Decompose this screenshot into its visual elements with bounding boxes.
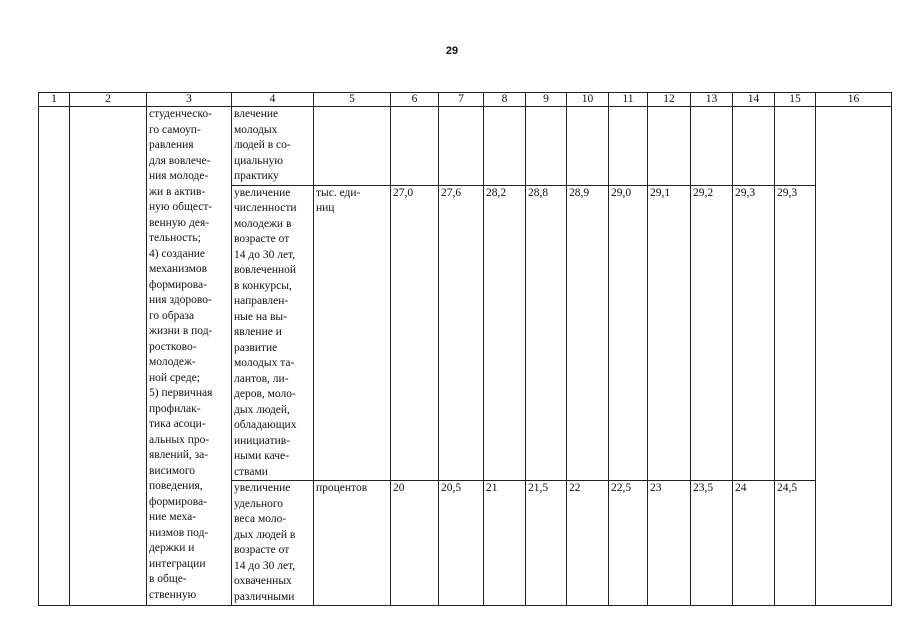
value-cell: 29,0 <box>609 185 648 481</box>
header-col-11: 11 <box>609 93 648 107</box>
value-cell: 24 <box>733 481 775 606</box>
header-col-13: 13 <box>691 93 733 107</box>
page-number: 29 <box>445 45 459 57</box>
value-cell: 28,9 <box>567 185 609 481</box>
header-col-15: 15 <box>775 93 816 107</box>
value-cell: 27,6 <box>439 185 484 481</box>
value-cell: 23 <box>648 481 691 606</box>
indicator-cell: увеличение численности молодежи в возрасте от 14 до 30 лет, вовлеченной в конкурсы, направлен- ные на вы- явление и развитие молодых та- лантов, ли- деров, моло- дых людей, обладающих инициатив- ными каче- ствами <box>232 185 314 481</box>
value-cell <box>439 107 484 186</box>
value-cell: 20,5 <box>439 481 484 606</box>
indicator-cell: влечение молодых людей в со- циальную практику <box>232 107 314 186</box>
header-col-5: 5 <box>314 93 391 107</box>
header-col-1: 1 <box>39 93 70 107</box>
header-col-16: 16 <box>816 93 892 107</box>
header-col-9: 9 <box>526 93 567 107</box>
value-cell <box>609 107 648 186</box>
cell-col-16 <box>816 107 892 606</box>
value-cell <box>484 107 526 186</box>
value-cell: 22,5 <box>609 481 648 606</box>
value-cell: 29,2 <box>691 185 733 481</box>
value-cell: 29,3 <box>733 185 775 481</box>
value-cell: 20 <box>391 481 439 606</box>
value-cell <box>775 107 816 186</box>
cell-col-1 <box>39 107 70 606</box>
indicator-cell: увеличение удельного веса моло- дых людей в возрасте от 14 до 30 лет, охваченных различными <box>232 481 314 606</box>
header-col-6: 6 <box>391 93 439 107</box>
value-cell <box>391 107 439 186</box>
value-cell <box>526 107 567 186</box>
value-cell <box>567 107 609 186</box>
unit-cell <box>314 107 391 186</box>
cell-col-2 <box>70 107 147 606</box>
value-cell: 21 <box>484 481 526 606</box>
header-col-8: 8 <box>484 93 526 107</box>
unit-cell: процентов <box>314 481 391 606</box>
value-cell: 28,2 <box>484 185 526 481</box>
value-cell: 27,0 <box>391 185 439 481</box>
indicators-table <box>38 92 892 606</box>
value-cell: 29,3 <box>775 185 816 481</box>
value-cell: 21,5 <box>526 481 567 606</box>
value-cell: 22 <box>567 481 609 606</box>
table-row <box>39 107 892 186</box>
header-col-3: 3 <box>147 93 232 107</box>
header-col-12: 12 <box>648 93 691 107</box>
header-col-2: 2 <box>70 93 147 107</box>
value-cell <box>691 107 733 186</box>
header-col-14: 14 <box>733 93 775 107</box>
value-cell <box>733 107 775 186</box>
value-cell: 28,8 <box>526 185 567 481</box>
value-cell: 23,5 <box>691 481 733 606</box>
header-row <box>39 93 892 107</box>
value-cell: 29,1 <box>648 185 691 481</box>
task-description-cell: студенческо- го самоуп- равления для вовлече- ния молоде- жи в актив- ную общест- венную дея- тельность; 4) создание механизмов формирова- ния здорово- го образа жизни в под- ростково- молодеж- ной среде; 5) первичная профилак- тика асоци- альных про- явлений, за- висимого поведения, формирова- ние меха- низмов под- держки и интеграции в обще- ственную <box>147 107 232 606</box>
header-col-10: 10 <box>567 93 609 107</box>
header-col-4: 4 <box>232 93 314 107</box>
unit-cell: тыс. еди- ниц <box>314 185 391 481</box>
value-cell: 24,5 <box>775 481 816 606</box>
header-col-7: 7 <box>439 93 484 107</box>
value-cell <box>648 107 691 186</box>
